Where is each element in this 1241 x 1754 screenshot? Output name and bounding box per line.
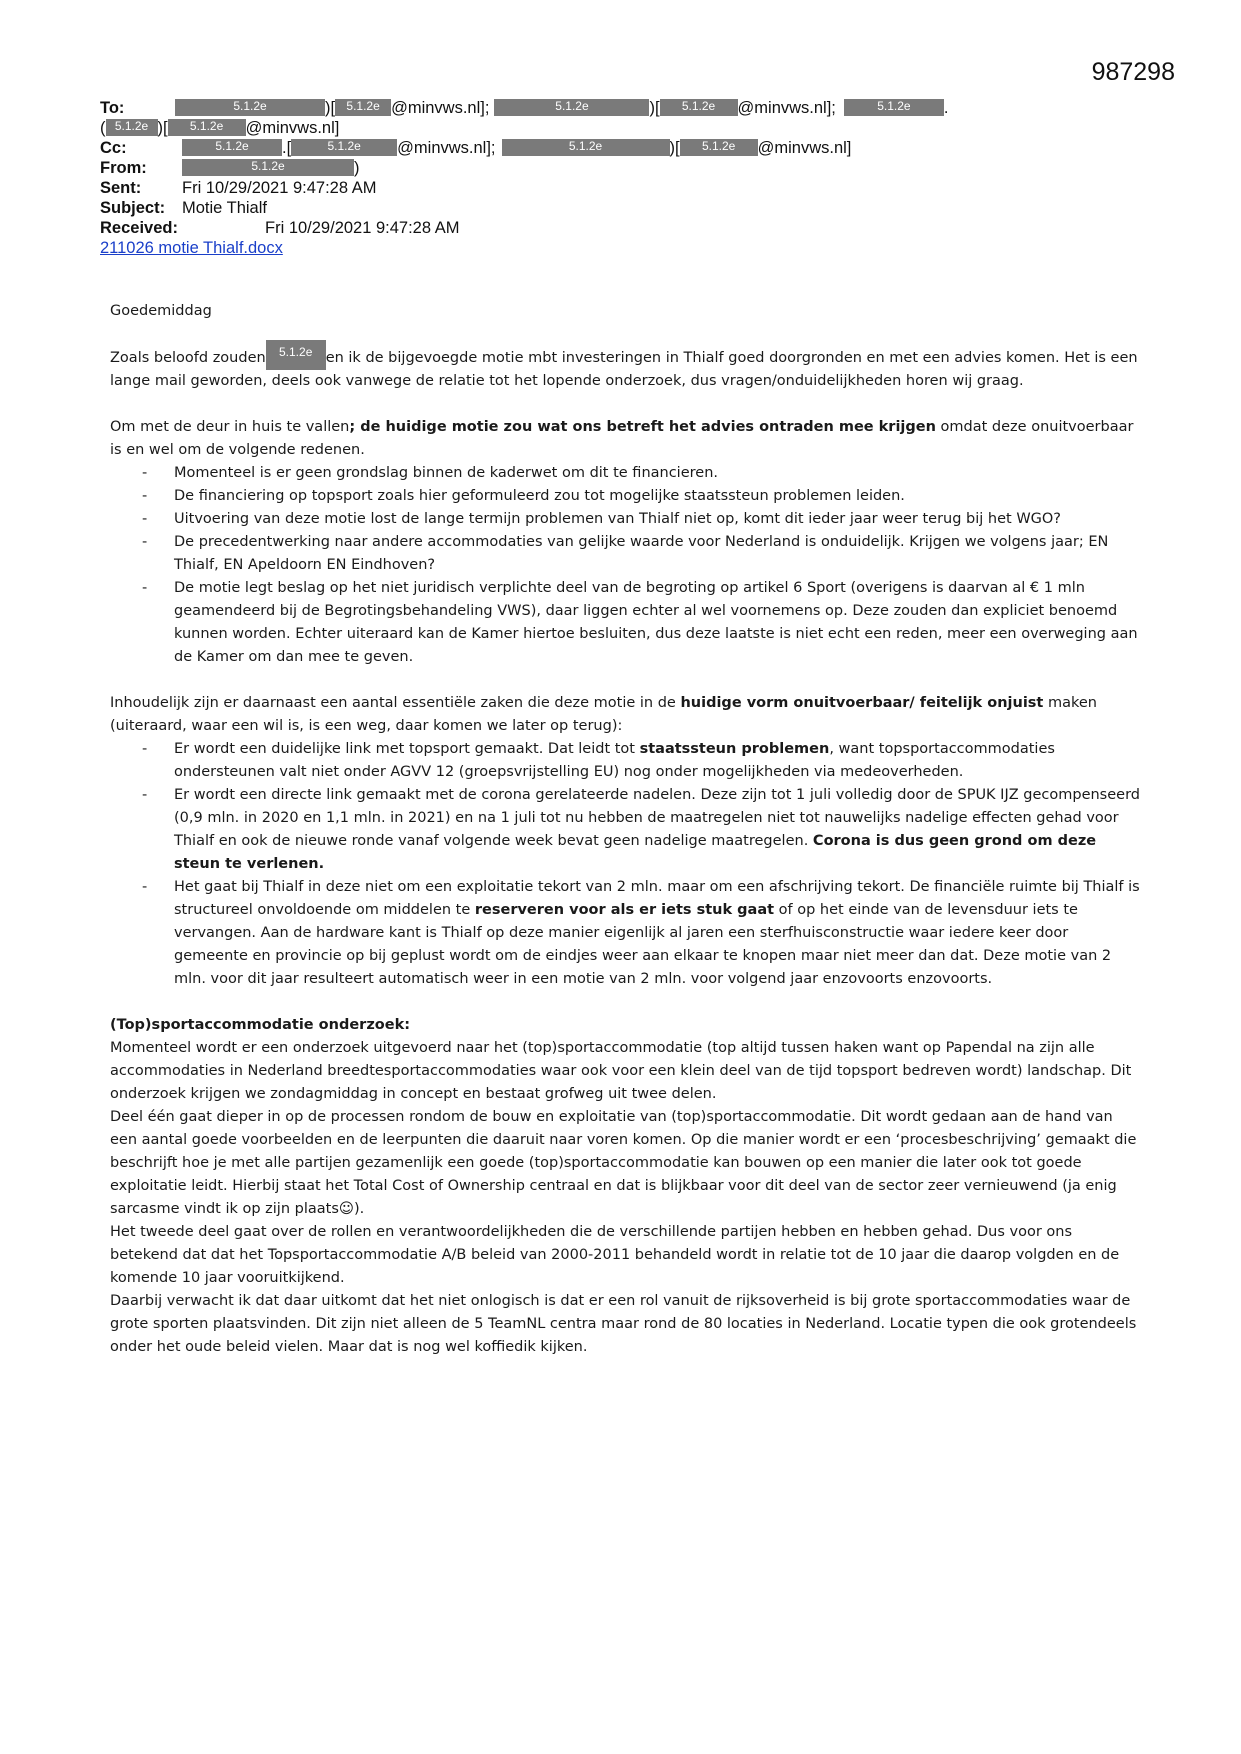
intro-text: Zoals beloofd zouden <box>110 350 266 366</box>
cc-separator: .[ <box>282 139 292 157</box>
cc-line <box>100 138 1160 158</box>
to-continuation-line <box>100 118 1160 138</box>
content-paragraph <box>110 692 1140 738</box>
section-title <box>110 1014 1140 1037</box>
to-domain: @minvws.nl]; <box>737 99 836 117</box>
point-emphasis: Corona is dus geen grond om deze steun te verlenen. <box>174 833 1097 872</box>
attachment-line <box>100 238 1160 258</box>
document-number: 987298 <box>1091 58 1175 86</box>
redaction-box: 5.1.2e <box>168 119 246 136</box>
sent-label: Sent: <box>100 179 142 197</box>
to-line <box>100 98 1160 118</box>
advice-paragraph <box>110 416 1140 462</box>
to-domain: @minvws.nl] <box>245 119 340 137</box>
intro-text: en ik de bijgevoegde motie mbt investeringen in Thialf goed doorgronden en met een advies komen. Het is een lange mail geworden, deels ook vanwege de relatie tot het lopende onderzoek, dus vragen/onduidelijkheden horen wij graag. <box>110 350 1138 389</box>
cc-separator: )[ <box>669 139 680 157</box>
cc-label: Cc: <box>100 139 127 157</box>
to-label: To: <box>100 99 125 117</box>
from-label: From: <box>100 159 147 177</box>
research-paragraph: Deel één gaat dieper in op de processen rondom de bouw en exploitatie van (top)sportaccommodatie. Dit wordt gedaan aan de hand van een aantal goede voorbeelden en de leerpunten die daaruit naar voren komen. Op die manier wordt er een ‘procesbeschrijving’ gemaakt die beschrijft hoe je met alle partijen gezamenlijk een goede (top)sportaccommodatie kan bouwen op een manier die later ook tot goede exploitatie leidt. Hierbij staat het Total Cost of Ownership centraal en dat is blijkbaar voor dit deel van de sector zeer vernieuwend (ja enig sarcasme vindt ik op zijn plaats☺). <box>110 1109 1137 1217</box>
reason-item: - De motie legt beslag op het niet juridisch verplichte deel van de begroting op artikel 6 Sport (overigens is daarvan al € 1 mln geamendeerd bij de Begrotingsbehandeling VWS), daar liggen echter al wel voornemens op. Deze zouden dan expliciet benoemd kunnen worden. Echter uiteraard kan de Kamer hiertoe besluiten, dus deze laatste is niet echt een reden, meer een overweging aan de Kamer om dan mee te geven. <box>110 577 1140 669</box>
to-separator: )[ <box>157 119 168 137</box>
point-text: Het gaat bij Thialf in deze niet om een exploitatie tekort van 2 mln. maar om een afschrijving tekort. De financiële ruimte bij Thialf is structureel onvoldoende om middelen te <box>174 879 1140 918</box>
redaction-box: 5.1.2e <box>106 119 158 136</box>
to-separator: )[ <box>325 99 336 117</box>
redaction-box: 5.1.2e <box>182 159 354 176</box>
subject-label: Subject: <box>100 199 166 217</box>
sent-line <box>100 178 1160 198</box>
to-separator: ( <box>100 119 106 137</box>
attachment-link[interactable]: 211026 motie Thialf.docx <box>100 239 283 257</box>
redaction-box: 5.1.2e <box>680 139 758 156</box>
subject-value: Motie Thialf <box>182 199 267 217</box>
to-separator: . <box>943 99 949 117</box>
advice-text: Om met de deur in huis te vallen <box>110 419 350 435</box>
redaction-box: 5.1.2e <box>494 99 649 116</box>
from-line <box>100 158 1160 178</box>
received-value: Fri 10/29/2021 9:47:28 AM <box>265 219 460 237</box>
content-text: maken (uiteraard, waar een wil is, is een weg, daar komen we later op terug): <box>110 695 1097 734</box>
reason-item: - De financiering op topsport zoals hier geformuleerd zou tot mogelijke staatssteun problemen leiden. <box>110 485 1140 508</box>
redaction-box: 5.1.2e <box>660 99 738 116</box>
redaction-box: 5.1.2e <box>844 99 944 116</box>
cc-domain: @minvws.nl] <box>757 139 852 157</box>
intro-paragraph <box>110 346 1140 393</box>
point-item <box>110 738 1140 784</box>
email-body <box>110 300 1140 1359</box>
received-label: Received: <box>100 219 178 237</box>
cc-domain: @minvws.nl]; <box>397 139 496 157</box>
reason-item: - Uitvoering van deze motie lost de lange termijn problemen van Thialf niet op, komt dit ieder jaar weer terug bij het WGO? <box>110 508 1140 531</box>
to-domain: @minvws.nl]; <box>391 99 490 117</box>
redaction-box: 5.1.2e <box>335 99 391 116</box>
section-title-text: (Top)sportaccommodatie onderzoek: <box>110 1017 411 1033</box>
reason-item: - Momenteel is er geen grondslag binnen de kaderwet om dit te financieren. <box>110 462 1140 485</box>
research-paragraph: Momenteel wordt er een onderzoek uitgevoerd naar het (top)sportaccommodatie (top altijd tussen haken want op Papendal na zijn alle accommodaties in Nederland breedtesportaccommodaties waar ook voor een klein deel van de tijd topsport bedreven wordt) landschap. Dit onderzoek krijgen we zondagmiddag in concept en bestaat grofweg uit twee delen. <box>110 1040 1132 1102</box>
sent-value: Fri 10/29/2021 9:47:28 AM <box>182 179 377 197</box>
point-text: , want topsportaccommodaties ondersteunen valt niet onder AGVV 12 (groepsvrijstelling EU) nog onder mogelijkheden via medeoverheden. <box>174 741 1055 780</box>
redaction-box: 5.1.2e <box>291 139 397 156</box>
point-item <box>110 876 1140 991</box>
email-header <box>100 98 1160 258</box>
subject-line <box>100 198 1160 218</box>
redaction-box: 5.1.2e <box>182 139 282 156</box>
to-separator: )[ <box>649 99 660 117</box>
point-emphasis: reserveren voor als er iets stuk gaat <box>474 902 775 918</box>
advice-emphasis: ; de huidige motie zou wat ons betreft het advies ontraden mee krijgen <box>349 419 936 435</box>
point-emphasis: staatssteun problemen <box>639 741 830 757</box>
greeting: Goedemiddag <box>110 303 212 319</box>
point-item <box>110 784 1140 876</box>
research-paragraph: Het tweede deel gaat over de rollen en verantwoordelijkheden die de verschillende partijen hebben en hebben gehad. Dus voor ons betekend dat dat het Topsportaccommodatie A/B beleid van 2000-2011 behandeld wordt in relatie tot de 10 jaar die daarop volgden en de komende 10 jaar vooruitkijkend. <box>110 1224 1120 1286</box>
reason-item: - De precedentwerking naar andere accommodaties van gelijke waarde voor Nederland is onduidelijk. Krijgen we volgens jaar; EN Thialf, EN Apeldoorn EN Eindhoven? <box>110 531 1140 577</box>
content-text: Inhoudelijk zijn er daarnaast een aantal essentiële zaken die deze motie in de <box>110 695 681 711</box>
redaction-box: 5.1.2e <box>266 340 326 370</box>
redaction-box: 5.1.2e <box>175 99 325 116</box>
received-line <box>100 218 1160 238</box>
point-text: of op het einde van de levensduur iets te vervangen. Aan de hardware kant is Thialf op deze manier eigenlijk al jaren een sterfhuisconstructie waar iedere keer door gemeente en provincie op bij geplust wordt om de eindjes weer aan elkaar te knopen maar niet meer dan dat. Deze motie van 2 mln. voor dit jaar resulteert automatisch weer in een motie van 2 mln. voor volgend jaar enzovoorts enzovoorts. <box>174 902 1112 987</box>
from-separator: ) <box>354 159 360 177</box>
redaction-box: 5.1.2e <box>502 139 670 156</box>
content-emphasis: huidige vorm onuitvoerbaar/ feitelijk onjuist <box>680 695 1044 711</box>
point-text: Er wordt een directe link gemaakt met de corona gerelateerde nadelen. Deze zijn tot 1 juli volledig door de SPUK IJZ gecompenseerd (0,9 mln. in 2020 en 1,1 mln. in 2021) en na 1 juli tot nu hebben de maatregelen niet tot nauwelijks nadelige effecten gehad voor Thialf en ook de nieuwe ronde vanaf volgende week bevat geen nadelige maatregelen. <box>174 787 1140 849</box>
point-text: Er wordt een duidelijke link met topsport gemaakt. Dat leidt tot <box>174 741 640 757</box>
research-paragraph: Daarbij verwacht ik dat daar uitkomt dat het niet onlogisch is dat er een rol vanuit de rijksoverheid is bij grote sportaccommodaties waar de grote sporten plaatsvinden. Dit zijn niet alleen de 5 TeamNL centra maar rond de 80 locaties in Nederland. Locatie typen die ook grotendeels onder het oude beleid vielen. Maar dat is nog wel koffiedik kijken. <box>110 1293 1137 1355</box>
advice-text: omdat deze onuitvoerbaar is en wel om de volgende redenen. <box>110 419 1134 458</box>
